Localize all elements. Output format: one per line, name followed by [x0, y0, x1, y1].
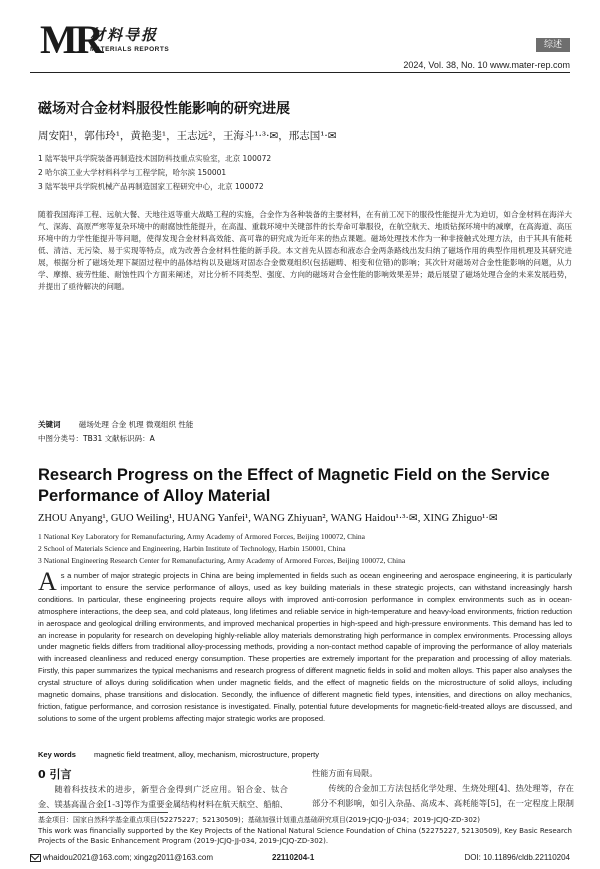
keywords-cn-label: 关键词 — [38, 420, 61, 429]
classification-cn: 中图分类号：TB31 文献标识码：A — [38, 434, 155, 443]
abstract-en — [38, 567, 572, 725]
footer-article-number: 22110204-1 — [272, 853, 315, 862]
section-heading-introduction: 0 引言 — [38, 768, 72, 781]
footer-email — [30, 853, 213, 862]
body-left-column: 随着科技技术的进步，新型合金得到广泛应用。铝合金、钛合金、镁基高温合金[1-3]等作为重要金属结构材料在航天航空、船舶、 — [38, 784, 288, 809]
authors-en: ZHOU Anyang¹, GUO Weiling¹, HUANG Yanfei¹, WANG Zhiyuan², WANG Haidou¹·³·✉, XING Zhiguo¹·✉ — [38, 513, 498, 524]
logo-mark: MR — [40, 17, 101, 62]
footnote-funding-cn: 基金项目：国家自然科学基金重点项目(52275227；52130509)；基础加强计划重点基础研究项目(2019-JCJQ-JJ-034；2019-JCJQ-ZD-302) — [38, 816, 480, 824]
affiliation-en-1: 1 National Key Laboratory for Remanufacturing, Army Academy of Armored Forces, Beijing 100072, China — [38, 532, 366, 541]
issue-line: 2024, Vol. 38, No. 10 www.mater-rep.com — [403, 60, 570, 70]
section-tag: 综述 — [536, 38, 570, 52]
abstract-dropcap: A — [38, 567, 57, 596]
header-rule — [30, 72, 570, 73]
keywords-en — [38, 750, 319, 759]
page-title-cn: 磁场对合金材料服役性能影响的研究进展 — [38, 101, 290, 117]
page-title-en: Research Progress on the Effect of Magnetic Field on the Service Performance of Alloy Material — [38, 466, 550, 505]
footer-doi: DOI: 10.11896/cldb.22110204 — [464, 853, 570, 862]
affiliation-en-2: 2 School of Materials Science and Engineering, Harbin Institute of Technology, Harbin 150001, China — [38, 544, 346, 553]
affiliation-cn-2: 2 哈尔滨工业大学材料科学与工程学院，哈尔滨 150001 — [38, 168, 227, 177]
affiliation-cn-1: 1 陆军装甲兵学院装备再制造技术国防科技重点实验室，北京 100072 — [38, 154, 272, 163]
footer-email-text: whaidou2021@163.com; xingzg2011@163.com — [43, 853, 213, 862]
footnote-rule — [38, 812, 168, 813]
keywords-cn-value: 磁场处理 合金 机理 微观组织 性能 — [78, 420, 194, 429]
affiliation-en-3: 3 National Engineering Research Center for Remanufacturing, Army Academy of Armored Forces, Beijing 100072, China — [38, 556, 406, 565]
abstract-cn: 随着我国海洋工程、远航大餐、天地往返等重大战略工程的实施，合金作为各种装备的主要材料，在有前工况下的服役性能提升尤为迫切，如合金材料在海洋大气、深海、高原严寒等复杂环境中的耐腐蚀性能提升，在高温、重载环境中关键部件的长寿命可靠服役，在航空航天、地质钻探环境中的减摩，在高海道、高压环境中的力学性能提升等问题，使得发现合金材料高效能、高可靠的研究成为近年来的热点课题。磁场处理技术作为一种非接触式处理方法，由于其具有能耗低、清洁、无污染、易于实现等特点，成为改善合金材料性能的新手段。本文首先从固态和液态合金两条路线出发归纳了磁场作用的典型作用机理及其研究进展，根据分析了磁场处理下凝固过程中的晶体结构以及磁场对固态合金微观组织(包括磁畴、相变和位错)的影响；其次针对磁场对合金性能影响的问题，从力学、摩擦、疲劳性能、耐蚀性四个方面来阐述，对比分析不同类型、强度、方向的磁场对合金性能的影响效果差异；最后展望了磁场处理合金的未来发展趋势，并提出了亟待解决的问题。 — [38, 210, 572, 291]
affiliation-cn-3: 3 陆军装甲兵学院机械产品再制造国家工程研究中心，北京 100072 — [38, 182, 264, 191]
body-right-para-2: 传统的合金加工方法包括化学处理、生烧处理[4]、热处理等，存在部分不利影响，如引入杂晶、高成本、高耗能等[5]，在一定程度上限制 — [312, 783, 574, 808]
logo-title-en: MATERIALS REPORTS — [90, 46, 170, 53]
body-right-column — [312, 766, 574, 810]
mail-icon — [30, 854, 41, 862]
abstract-en-text: s a number of major strategic projects in China are being implemented in fields such as ocean engineering and aerospace engineering, it is particularly important to ensure the service performance of alloys, used as key building materials in these strategic projects, can withstand increasingly harsh conditions. In particular, these engineering projects require alloys with improved anti-corrosion performance in complex environments such as in ocean-atmosphere interactions, the deep sea, and cold plateaus, long lifetimes and reliable service in high-temperature and heavy-load environments, friction reduction in aerospace and geological drilling environments, and improved mechanical properties in high-speed and high-pressure environments. This demand has led to an increase in popularity for research on developing highly-reliable alloy materials demonstrating high performance in complex environments. Processing alloys under magnetic fields differs from traditional alloy-processing methods, providing a non-contact method capable of improving the performance of alloy materials with increased cleanliness and reduced energy consumption. These properties are extremely important for the preparation and processing of alloy materials. Firstly, this paper summarizes the typical mechanisms and research progress of different magnetic fields in solid and molten alloys. This paper also analyses the crystal structure of alloys during solidification when under magnetic fields, and the effect of magnetic fields on the microstructure of solid alloys, including magnetic domains, phase transitions and dislocation. Secondly, the influence of different magnetic field types, intensities, and directions on alloy mechanics, friction, fatigue performance, and corrosion resistance is investigated. Finally, potential future developments for magnetic-field-treated alloys are discussed, and solutions to some of the urgent problems affecting major strategic works are proposed. — [38, 571, 572, 723]
authors-cn: 周安阳¹，郭伟玲¹，黄艳斐¹，王志远²，王海斗¹·³·✉，邢志国¹·✉ — [38, 130, 337, 142]
body-right-para-1: 性能方面有局限。 — [312, 768, 378, 778]
keywords-en-label: Key words — [38, 750, 76, 759]
keywords-cn — [38, 419, 193, 430]
keywords-en-value: magnetic field treatment, alloy, mechanism, microstructure, property — [94, 750, 319, 759]
logo-title-cn: 材料导报 — [90, 26, 159, 44]
footnote-funding-en: This work was financially supported by the Key Projects of the National Natural Science Foundation of China (52275227, 52130509), Key Basic Research Projects of the Basic Enhancement Program (2019-JCJQ-JJ-034, 2019-JCJQ-ZD-302). — [38, 827, 572, 845]
